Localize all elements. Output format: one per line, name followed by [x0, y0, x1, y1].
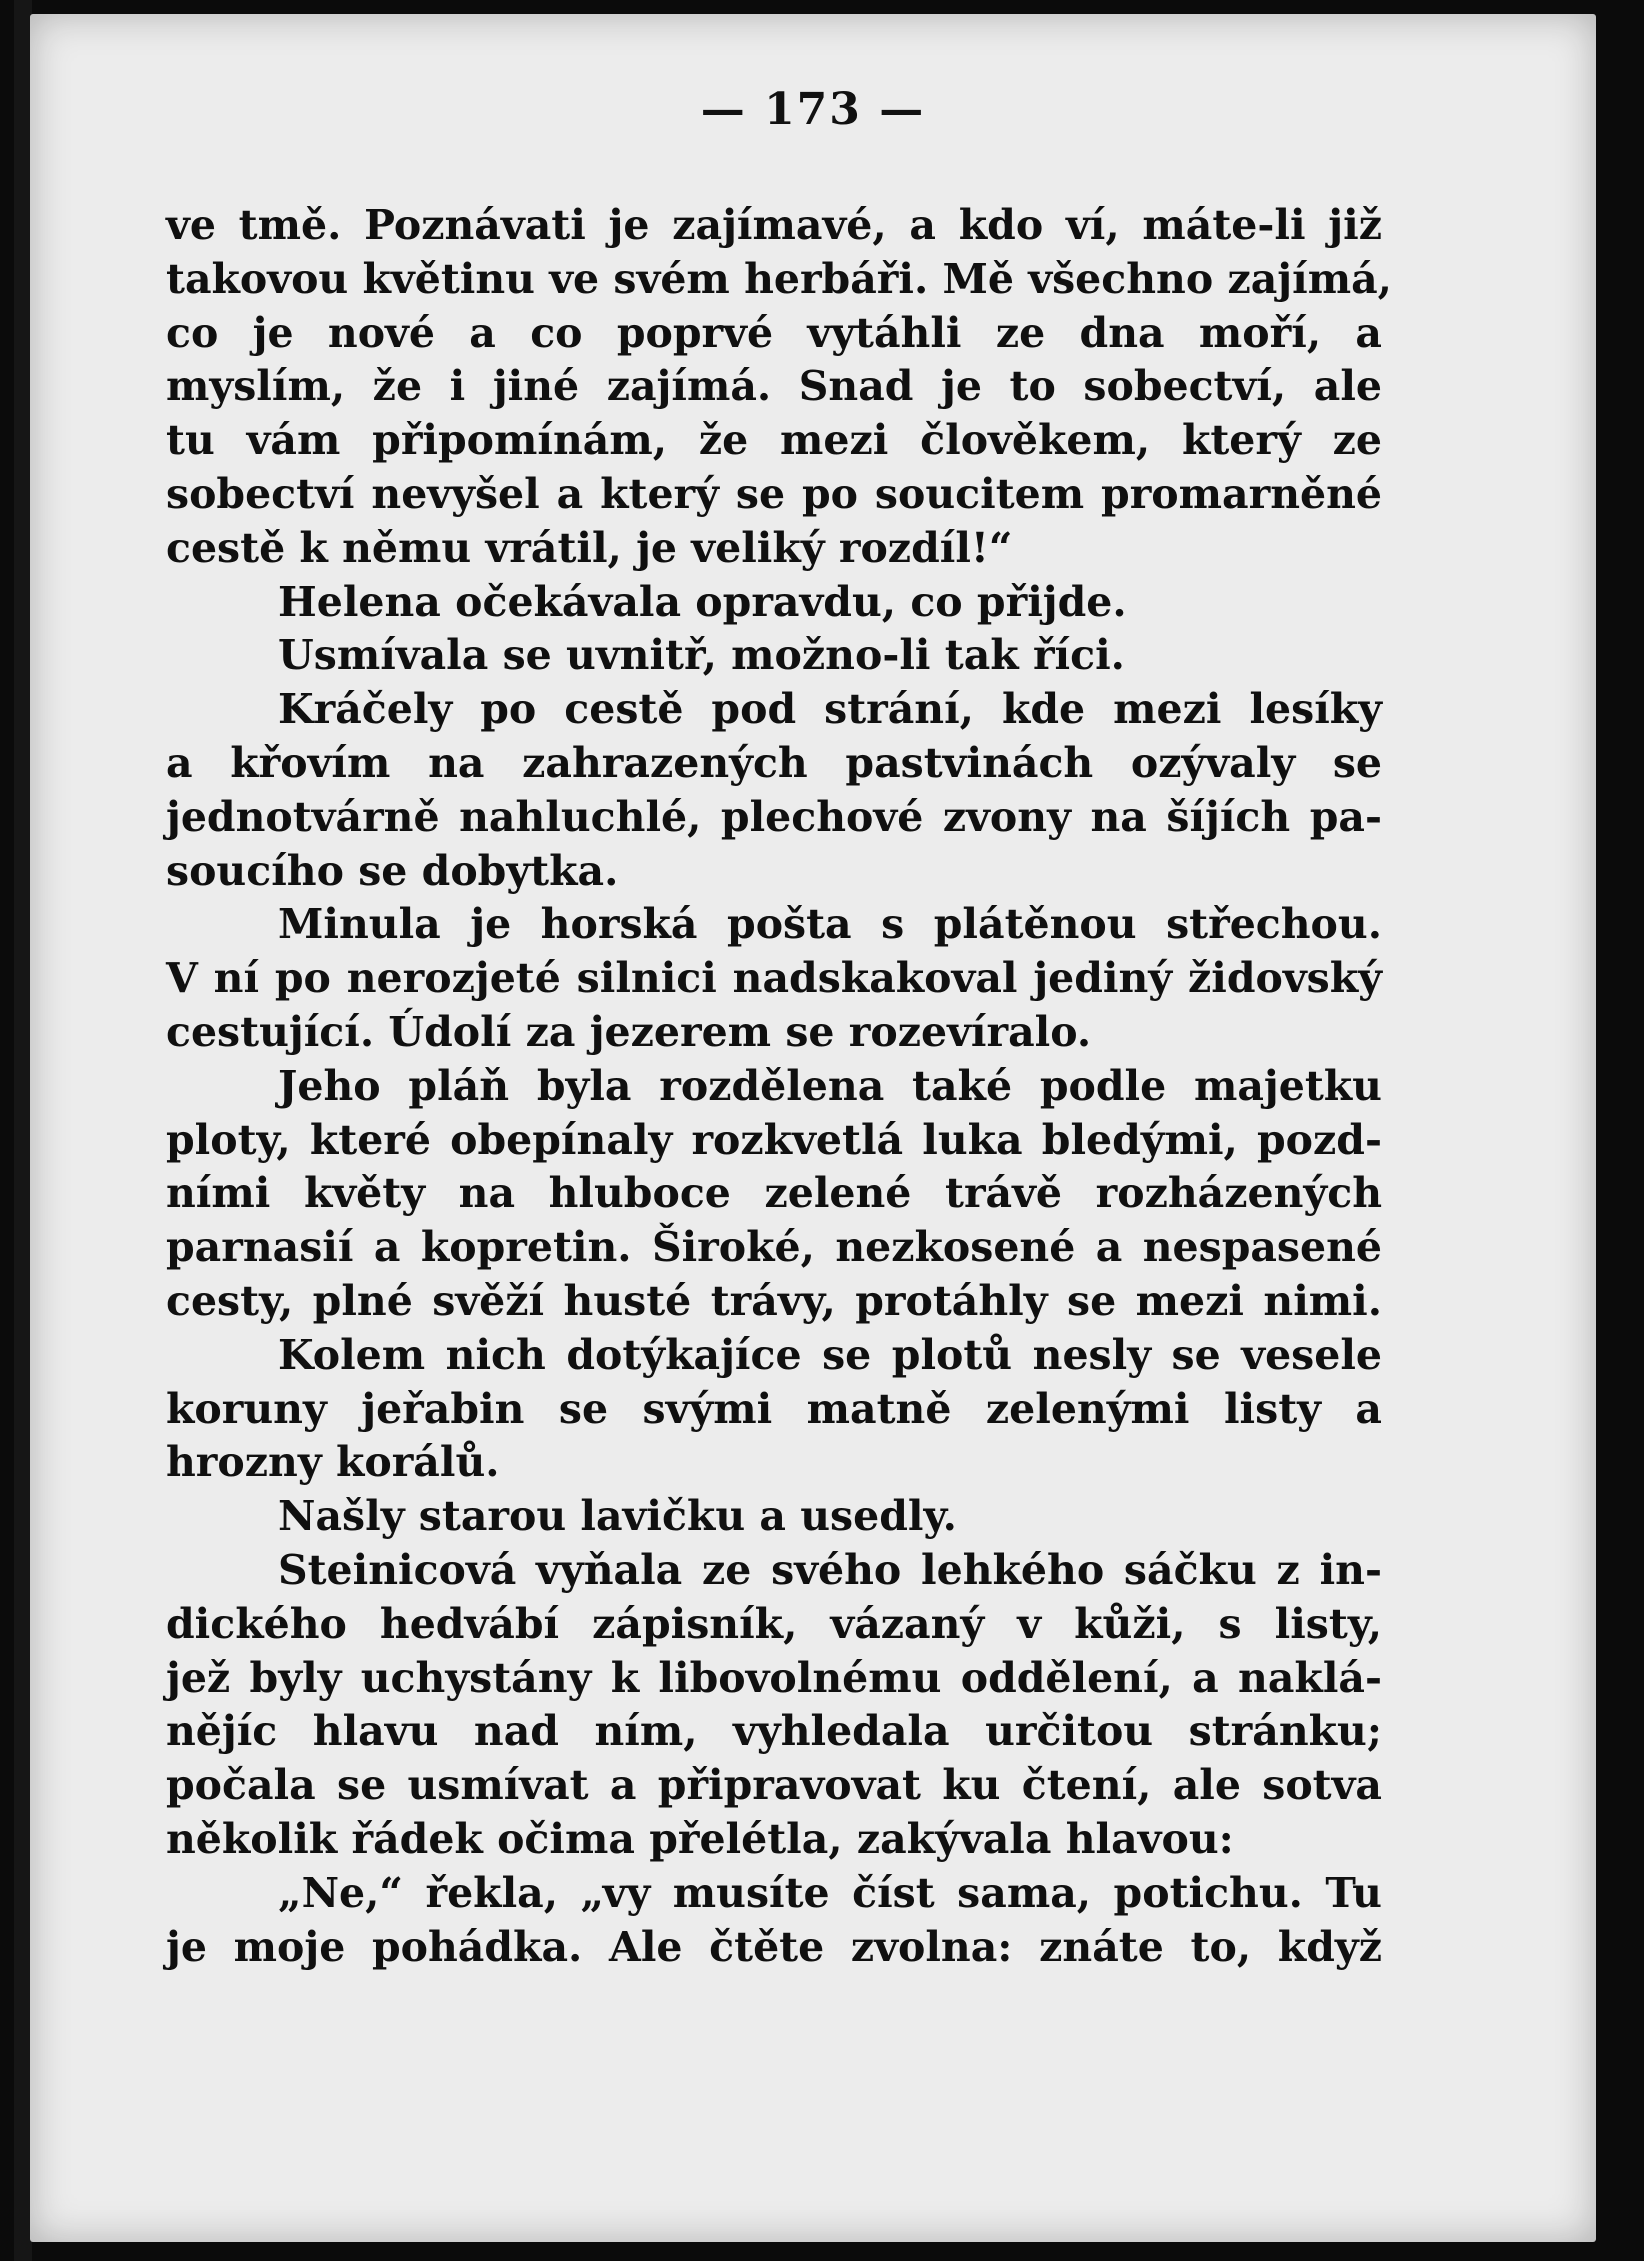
text-line: nějíc hlavu nad ním, vyhledala určitou stránku; — [166, 1707, 1382, 1756]
text-line: cestě k němu vrátil, je veliký rozdíl!“ — [166, 523, 1013, 572]
text-line: ními květy na hluboce zelené trávě rozházených — [166, 1169, 1382, 1218]
text-line: koruny jeřabin se svými matně zelenými listy a — [166, 1384, 1382, 1433]
text-line: myslím, že i jiné zajímá. Snad je to sobectví, ale — [166, 362, 1382, 411]
text-line: a křovím na zahrazených pastvinách ozývaly se — [166, 738, 1382, 787]
body-text — [166, 199, 1392, 1974]
text-line: parnasií a kopretin. Široké, nezkosené a nespasené — [166, 1223, 1382, 1272]
text-line: jednotvárně nahluchlé, plechové zvony na šíjích pa- — [166, 792, 1382, 841]
text-line: soucího se dobytka. — [166, 846, 619, 895]
text-line: jež byly uchystány k libovolnému oddělení, a naklá- — [166, 1653, 1382, 1702]
text-line: Jeho pláň byla rozdělena také podle majetku — [278, 1061, 1382, 1110]
text-line: počala se usmívat a připravovat ku čtení, ale sotva — [166, 1761, 1382, 1810]
text-line: cesty, plné svěží husté trávy, protáhly se mezi nimi. — [166, 1276, 1382, 1325]
text-line: Našly starou lavičku a usedly. — [278, 1492, 957, 1541]
text-line: Helena očekávala opravdu, co přijde. — [278, 577, 1127, 626]
text-line: Usmívala se uvnitř, možno-li tak říci. — [278, 631, 1125, 680]
text-line: tu vám připomínám, že mezi člověkem, který ze — [166, 416, 1382, 465]
text-line: „Ne,“ řekla, „vy musíte číst sama, potichu. Tu — [278, 1868, 1382, 1917]
page-number: — 173 — — [700, 84, 926, 135]
text-line: ploty, které obepínaly rozkvetlá luka bledými, pozd- — [166, 1115, 1382, 1164]
text-line: dického hedvábí zápisník, vázaný v kůži, s listy, — [166, 1599, 1382, 1648]
text-line: několik řádek očima přelétla, zakývala hlavou: — [166, 1814, 1234, 1863]
text-line: hrozny korálů. — [166, 1438, 500, 1487]
text-line: je moje pohádka. Ale čtěte zvolna: znáte to, když — [166, 1922, 1382, 1971]
text-line: V ní po nerozjeté silnici nadskakoval jediný židovský — [166, 954, 1382, 1003]
book-page — [30, 14, 1596, 2242]
text-line: ve tmě. Poznávati je zajímavé, a kdo ví, máte-li již — [166, 201, 1382, 249]
text-line: takovou květinu ve svém herbáři. Mě všechno zajímá, — [166, 254, 1392, 303]
text-line: cestující. Údolí za jezerem se rozevíralo. — [166, 1007, 1092, 1056]
text-line: Kráčely po cestě pod strání, kde mezi lesíky — [278, 685, 1382, 734]
text-line: co je nové a co poprvé vytáhli ze dna moří, a — [166, 308, 1382, 357]
text-line: Kolem nich dotýkajíce se plotů nesly se vesele — [278, 1330, 1382, 1379]
text-line: Minula je horská pošta s plátěnou střechou. — [278, 900, 1382, 949]
text-line: sobectví nevyšel a který se po soucitem promarněné — [166, 469, 1382, 518]
text-line: Steinicová vyňala ze svého lehkého sáčku z in- — [278, 1545, 1382, 1594]
